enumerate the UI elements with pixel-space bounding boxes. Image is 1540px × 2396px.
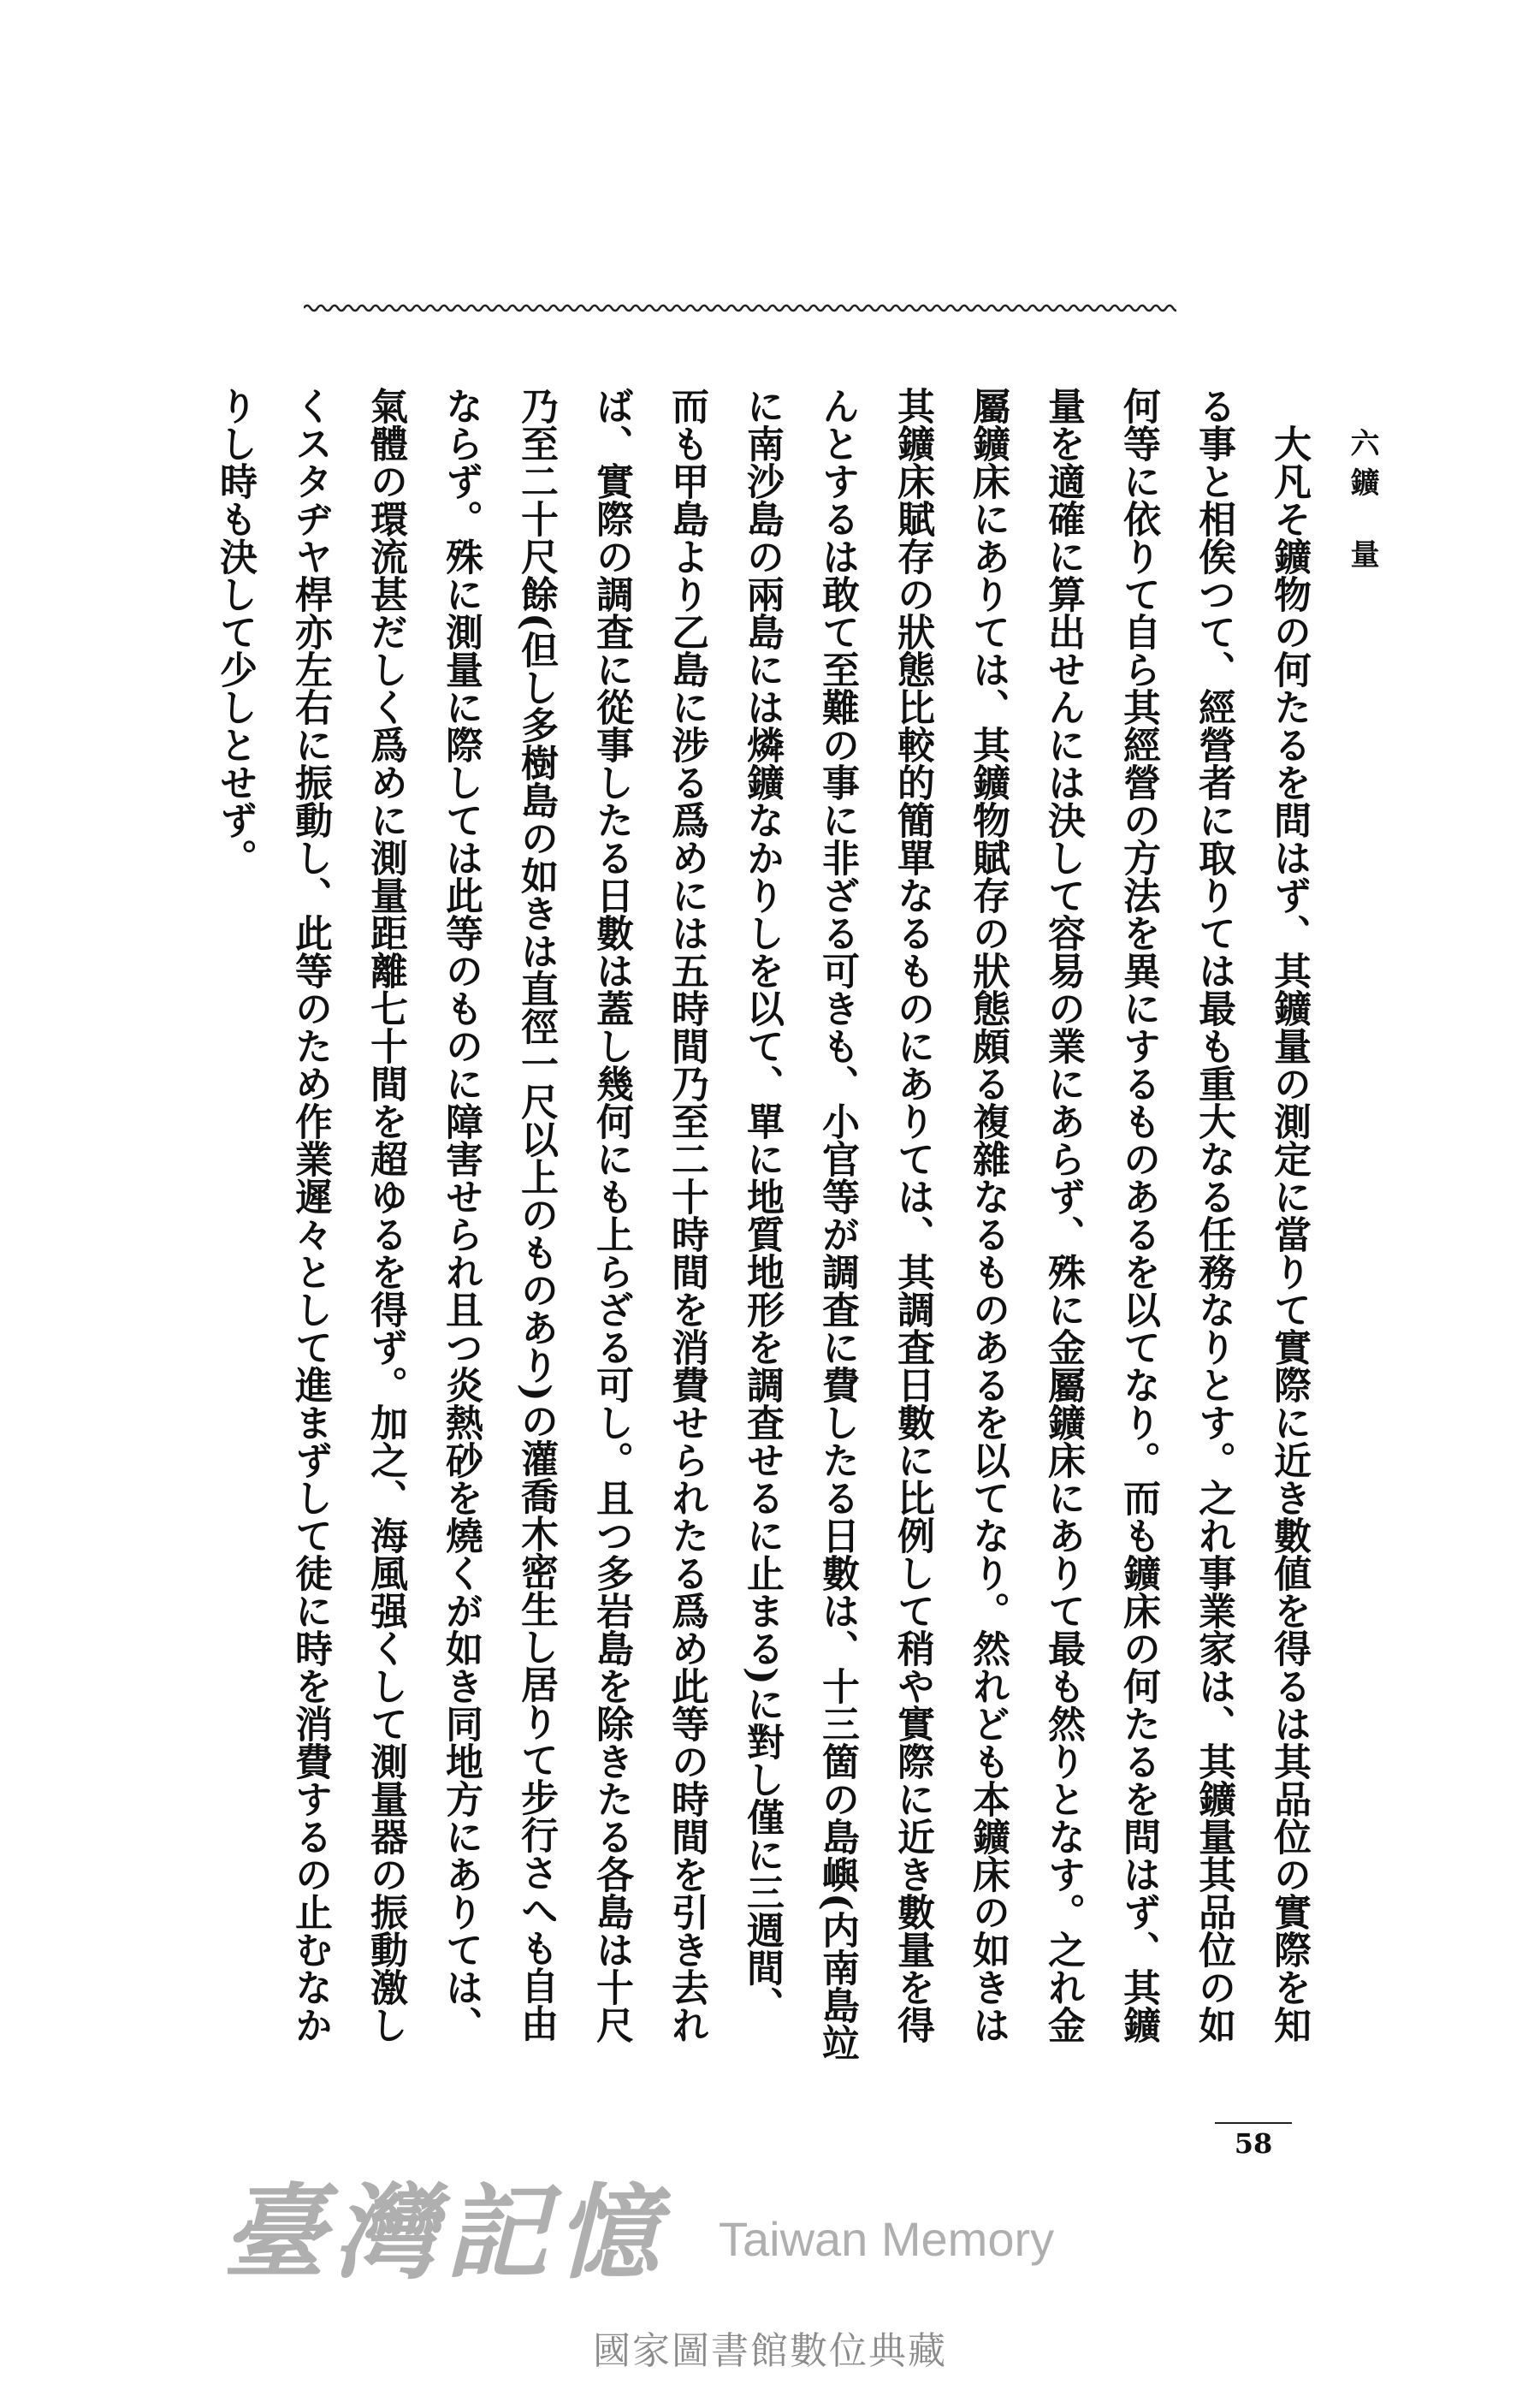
text-column: ならず。殊に測量に際しては此等のものに障害せられ且つ炎熱砂を燒くが如き同地方にありては、 — [439, 387, 483, 2043]
decorative-wavy-rule — [304, 295, 1176, 321]
text-column: 大凡そ鑛物の何たるを問はず、其鑛量の測定に當りて實際に近き數値を得るは其品位の實際を知 — [1267, 424, 1311, 2043]
page-number: 58 — [1215, 2122, 1292, 2160]
watermark-english: Taiwan Memory — [719, 2212, 1055, 2266]
text-column: ば、實際の調査に從事したる日數は蓋し幾何にも上らざる可し。且つ多岩島を除きたる各島は十尺 — [589, 387, 633, 2043]
vertical-body-text — [197, 387, 1326, 2107]
watermark-chinese: 臺灣記憶 — [222, 2173, 667, 2293]
running-header — [1343, 428, 1381, 611]
text-column: 其鑛床賦存の狀態比較的簡單なるものにありては、其調査日數に比例して稍や實際に近き數量を得 — [891, 387, 934, 2043]
taiwan-memory-watermark — [222, 2174, 1164, 2302]
text-column: 屬鑛床にありては、其鑛物賦存の狀態頗る複雜なるものあるを以てなり。然れども本鑛床の如きは — [966, 387, 1010, 2043]
text-column: んとするは敢て至難の事に非ざる可きも、小官等が調査に費したる日數は、十三箇の島嶼(内南島竝 — [815, 387, 859, 2061]
text-column: 乃至二十尺餘(但し多樹島の如きは直徑一尺以上のものあり)の灌喬木密生し居りて步行さへも自由 — [514, 387, 558, 2042]
text-column: に南沙島の兩島には燐鑛なかりしを以て、單に地質地形を調査せるに止まる)に對し僅に三週間、 — [740, 387, 784, 2024]
text-column: 氣體の環流甚だしく爲めに測量距離七十間を超ゆるを得ず。加之、海風强くして測量器の振動激し — [364, 387, 407, 2043]
section-title: 鑛量 — [1345, 466, 1379, 611]
footer-archive-label: 國家圖書館數位典藏 — [593, 2329, 947, 2373]
wavy-line — [304, 305, 1176, 311]
text-column: りし時も決して少しとせず。 — [213, 387, 257, 876]
text-column: くスタヂヤ桿亦左右に振動し、此等のため作業遲々として進まずして徒に時を消費するの止むなか — [288, 387, 332, 2043]
text-column: 量を適確に算出せんには決して容易の業にあらず、殊に金屬鑛床にありて最も然りとなす。之れ金 — [1041, 387, 1085, 2043]
text-column: る事と相俟つて、經營者に取りては最も重大なる任務なりとす。之れ事業家は、其鑛量其品位の如 — [1192, 387, 1235, 2043]
text-column: 何等に依りて自ら其經營の方法を異にするものあるを以てなり。而も鑛床の何たるを問はず、其鑛 — [1116, 387, 1160, 2043]
section-number: 六 — [1345, 428, 1379, 457]
text-column: 而も甲島より乙島に涉る爲めには五時間乃至二十時間を消費せられたる爲め此等の時間を引き去れ — [665, 387, 708, 2043]
